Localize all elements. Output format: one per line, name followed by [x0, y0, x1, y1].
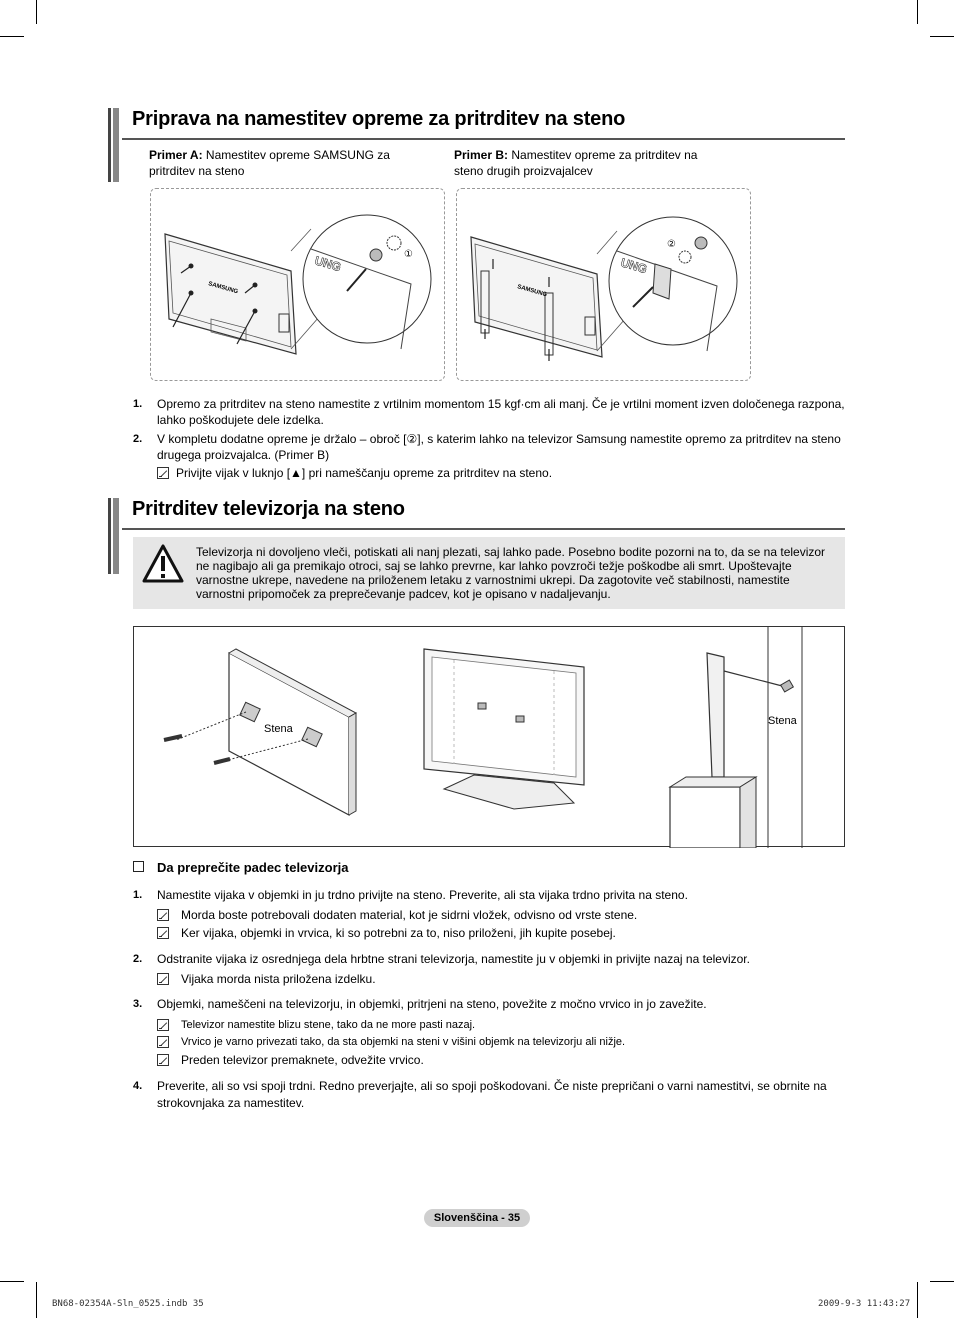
note-text: Televizor namestite blizu stene, tako da ne more pasti nazaj.	[181, 1019, 476, 1031]
tv-back-illustration-a	[151, 189, 444, 380]
installation-figure	[133, 626, 845, 847]
crop-mark	[36, 1282, 37, 1318]
step-text: Objemki, nameščeni na televizorju, in objemki, pritrjeni na steno, povežite z močno vrvico in jo zavežite.	[157, 997, 707, 1011]
step-text: Odstranite vijaka iz osrednjega dela hrbtne strani televizorja, namestite ju v objemki in privijte nazaj na televizor.	[157, 952, 750, 966]
print-timestamp: 2009-9-3 11:43:27	[818, 1299, 911, 1309]
section-title: Pritrditev televizorja na steno	[132, 498, 405, 520]
warning-box	[133, 537, 845, 609]
note-icon	[157, 909, 169, 921]
page-number-badge: Slovenščina - 35	[424, 1209, 530, 1227]
step-number: 1.	[133, 889, 143, 901]
item-text: V kompletu dodatne opreme je držalo – obroč [②], s katerim lahko na televizor Samsung namestite opremo za pritrditev na steno drugega proizvajalca. (Primer B)	[157, 432, 841, 462]
note-icon	[157, 1054, 169, 1066]
section-rule	[122, 138, 845, 140]
section-title: Priprava na namestitev opreme za pritrditev na steno	[132, 108, 626, 130]
crop-mark	[0, 1281, 24, 1282]
note-icon	[157, 1019, 169, 1031]
svg-text:SAMSUNG: SAMSUNG	[207, 281, 239, 296]
wall-label-right: Stena	[768, 715, 797, 727]
crop-mark	[930, 36, 954, 37]
note-text: Privijte vijak v luknjo [▲] pri nameščanju opreme za pritrditev na steno.	[176, 466, 553, 480]
example-a-caption: Primer A: Namestitev opreme SAMSUNG za pritrditev na steno	[149, 148, 390, 178]
crop-mark	[917, 0, 918, 24]
note-icon	[157, 467, 169, 479]
warning-text: Televizorja ni dovoljeno vleči, potiskati ali nanj plezati, saj lahko pade. Posebno bodite pozorni na to, da se na televizor ne nagibajo ali ga premikajo otroci, saj se lahko prevrne, kar lahko povzroči težje poškodbe ali smrt. Upoštevajte varnostne ukrepe, navedene na priloženem letaku z varnostnimi ukrepi. Da zagotovite več stabilnosti, namestite varnostni pripomoček za preprečevanje padcev, kot je opisano v nadaljevanju.	[196, 545, 826, 601]
note-icon	[157, 1036, 169, 1048]
step-number: 3.	[133, 998, 143, 1010]
item-number: 2.	[133, 433, 143, 445]
figure-a	[150, 188, 445, 381]
svg-text:UNG: UNG	[619, 255, 649, 277]
subheading: Da preprečite padec televizorja	[157, 860, 349, 875]
wall-label-left: Stena	[264, 723, 293, 735]
crop-mark	[917, 1282, 918, 1318]
item-number: 1.	[133, 398, 143, 410]
step-number: 4.	[133, 1080, 143, 1092]
svg-text:②: ②	[667, 239, 676, 250]
note-text: Vrvico je varno privezati tako, da sta objemki na steni v višini objemk na televizorju ali nižje.	[181, 1036, 626, 1048]
section-bar	[108, 498, 119, 574]
step-text: Namestite vijaka v objemki in ju trdno privijte na steno. Preverite, ali sta vijaka trdno privita na steno.	[157, 888, 688, 902]
crop-mark	[0, 36, 24, 37]
step-text: Preverite, ali so vsi spoji trdni. Redno preverjajte, ali so spoji poškodovani. Če niste prepričani o varni namestitvi, se obrnite na strokovnjaka za namestitev.	[157, 1079, 827, 1110]
note-text: Ker vijaka, objemki in vrvica, ki so potrebni za to, niso priloženi, jih kupite posebej.	[181, 926, 616, 940]
note-text: Morda boste potrebovali dodaten material, kot je sidrni vložek, odvisno od vrste stene.	[181, 908, 638, 922]
section-rule	[122, 528, 845, 530]
warning-icon	[141, 543, 185, 585]
example-b-caption: Primer B: Namestitev opreme za pritrditev na steno drugih proizvajalcev	[454, 148, 698, 178]
svg-text:SAMSUNG: SAMSUNG	[516, 284, 548, 299]
note-text: Preden televizor premaknete, odvežite vrvico.	[181, 1053, 424, 1067]
note-icon	[157, 973, 169, 985]
checkbox-bullet-icon	[133, 861, 144, 872]
svg-text:①: ①	[404, 249, 413, 260]
wall-mount-illustration	[134, 627, 846, 848]
note-icon	[157, 927, 169, 939]
figure-b	[456, 188, 751, 381]
svg-text:UNG: UNG	[313, 253, 343, 275]
tv-back-illustration-b	[457, 189, 750, 380]
section-bar	[108, 108, 119, 182]
file-info: BN68-02354A-Sln_0525.indb 35	[52, 1299, 204, 1309]
crop-mark	[930, 1281, 954, 1282]
item-text: Opremo za pritrditev na steno namestite z vrtilnim momentom 15 kgf·cm ali manj. Če je vrtilni moment izven določenega razpona, lahko poškodujete dele izdelka.	[157, 397, 845, 427]
step-number: 2.	[133, 953, 143, 965]
note-text: Vijaka morda nista priložena izdelku.	[181, 972, 376, 986]
crop-mark	[36, 0, 37, 24]
